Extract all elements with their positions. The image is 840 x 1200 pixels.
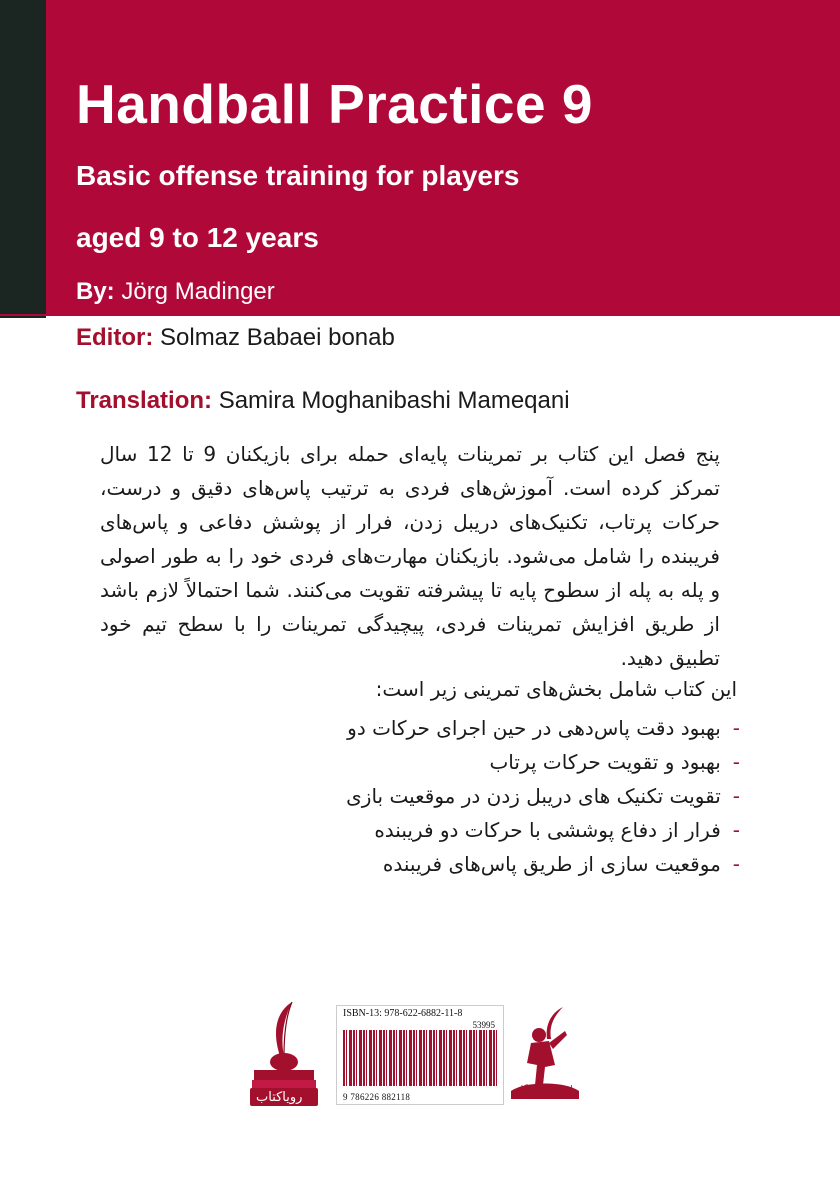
list-item-text: فرار از دفاع پوششی با حرکات دو فریبنده [374,818,721,842]
list-item-text: موقعیت سازی از طریق پاس‌های فریبنده [382,852,721,876]
barcode-addon: 53995 [472,1020,495,1030]
author-label: By: [76,278,115,305]
translation-label: Translation: [76,387,213,414]
author-credit [76,278,275,306]
editor-credit [76,324,395,352]
isbn-barcode [336,1005,504,1105]
bullet-marker: - [732,818,740,842]
cover-spine [0,0,46,318]
title-banner [46,0,840,314]
bullet-marker: - [732,750,740,774]
list-item-text: بهبود و تقویت حرکات پرتاب [489,750,721,774]
editor-label: Editor: [76,324,154,351]
sections-list [346,711,740,881]
publisher-logo-right [505,1005,585,1103]
isbn-text: ISBN-13: 978-622-6882-11-8 [343,1008,463,1019]
list-item [346,711,740,745]
list-item [346,813,740,847]
editor-name: Solmaz Babaei bonab [160,324,395,351]
book-subtitle-line1: Basic offense training for players [76,160,520,191]
translator-name: Samira Moghanibashi Mameqani [218,387,570,414]
sections-intro: این کتاب شامل بخش‌های تمرینی زیر است: [375,677,737,701]
bullet-marker: - [732,716,740,740]
bullet-marker: - [732,852,740,876]
translation-credit [76,387,570,415]
author-name: Jörg Madinger [121,278,275,305]
list-item [346,779,740,813]
barcode-bars [343,1030,497,1086]
description-paragraph: پنج فصل این کتاب بر تمرینات پایه‌ای حمله برای بازیکنان 9 تا 12 سال تمرکز کرده است. آموزش‌های فردی به ترتیب پاس‌های دقیق و درست، حرکات پرتاب، تکنیک‌های دریبل زدن، فرار از پوشش دفاعی و پاس‌های فریبنده را شامل می‌شود. بازیکنان مهارت‌های فردی خود را به طور اصولی و پله به پله از سطوح پایه تا پیشرفته تقویت می‌کنند. شما احتمالاً لازم باشد از طریق افزایش تمرینات فردی، پیچیدگی تمرینات را با سطح تیم خود تطبیق دهید. [100,442,720,670]
list-item-text: تقویت تکنیک های دریبل زدن در موقعیت بازی [346,784,721,808]
list-item-text: بهبود دقت پاس‌دهی در حین اجرای حرکات دو [347,716,721,740]
book-subtitle-line2: aged 9 to 12 years [76,222,319,253]
banner-divider [0,314,840,316]
left-publisher-name: رویاکتاب [256,1090,303,1105]
book-title: Handball Practice 9 [76,73,593,135]
list-item [346,847,740,881]
publisher-logo-left [246,998,322,1108]
barcode-number: 9 786226 882118 [343,1092,411,1102]
list-item [346,745,740,779]
bullet-marker: - [732,784,740,808]
right-publisher-name: انتشارات میگلی [513,1085,573,1095]
